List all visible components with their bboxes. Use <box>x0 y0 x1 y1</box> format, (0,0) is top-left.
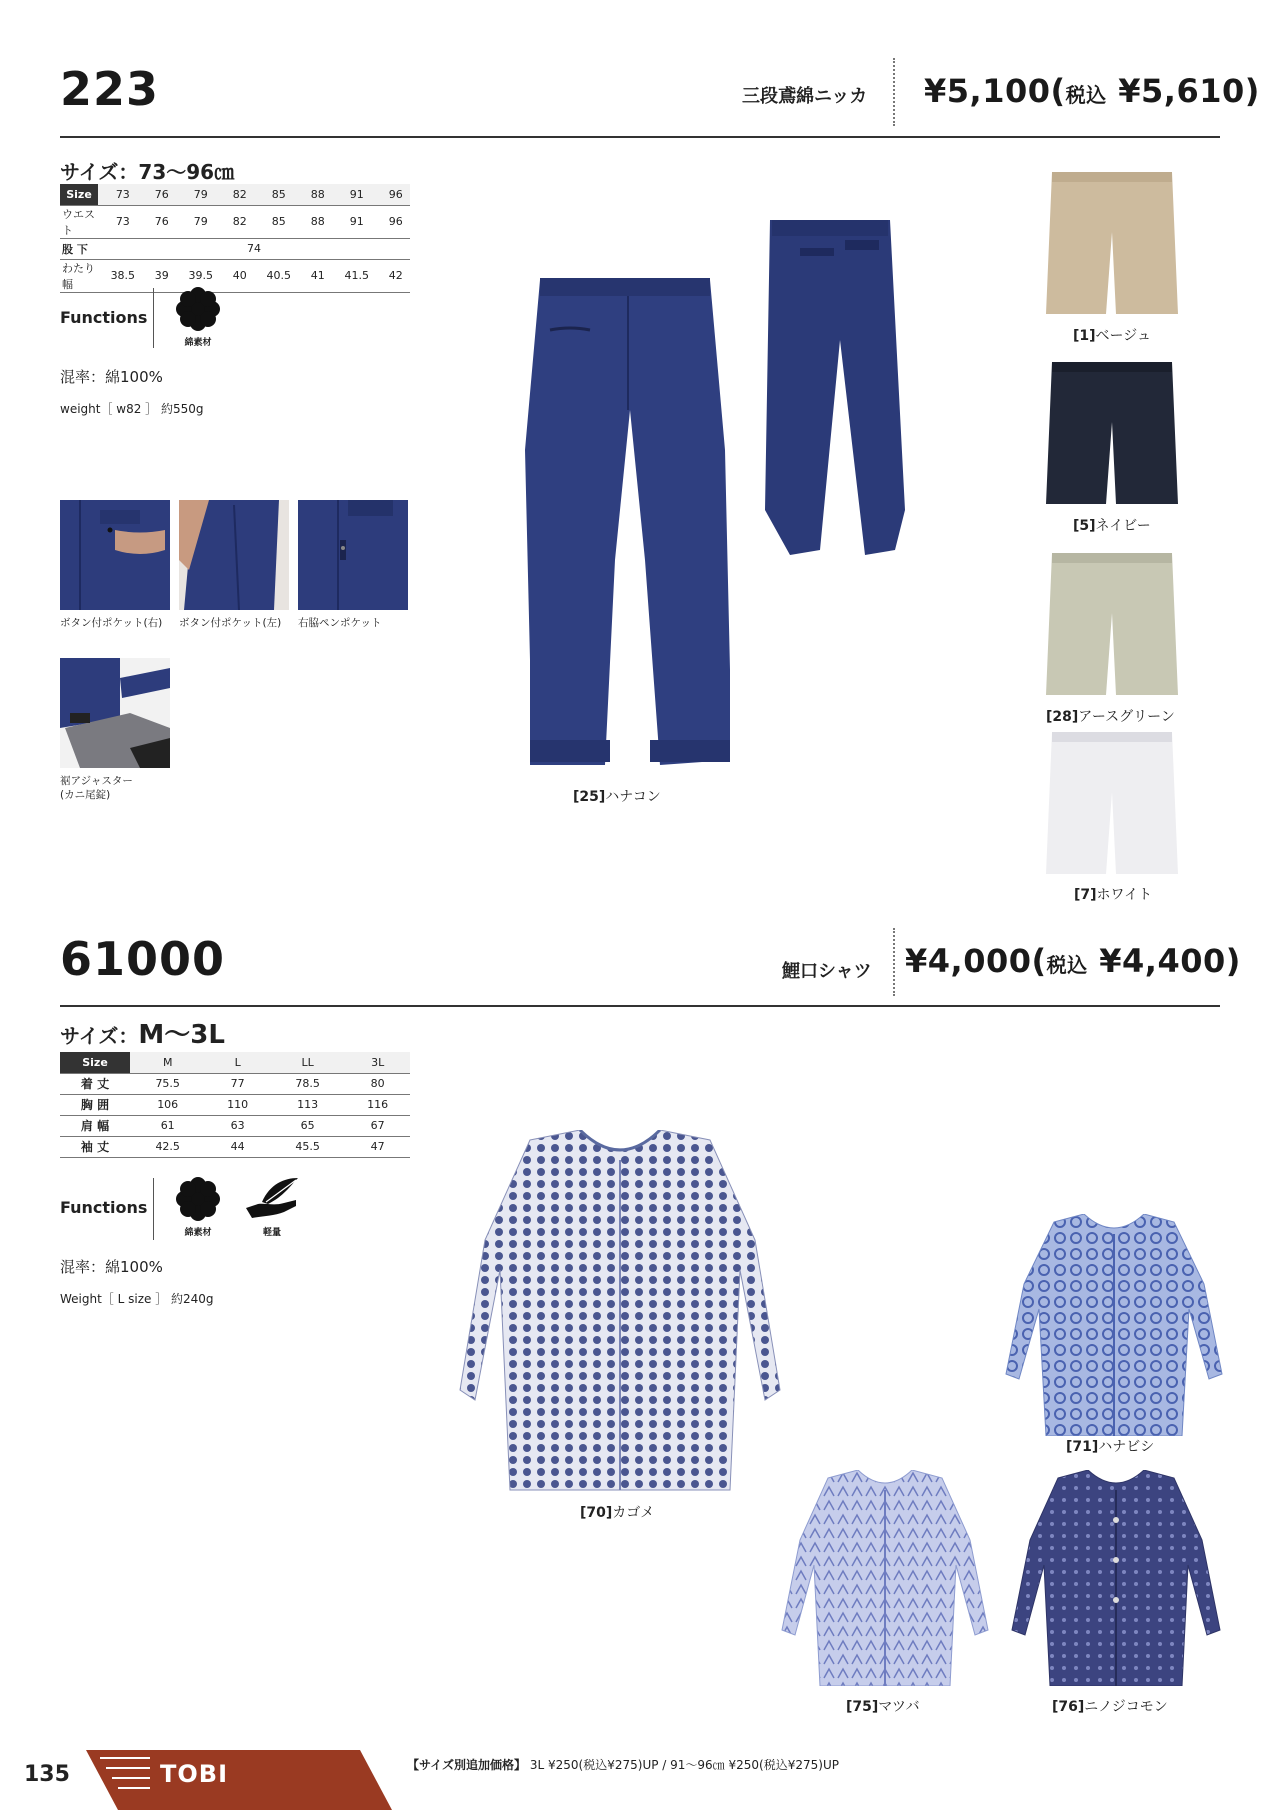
product-name: 鯉口シャツ <box>782 961 872 982</box>
size-header-cell: Size <box>60 184 98 205</box>
functions-divider <box>153 288 154 348</box>
color-caption <box>1073 515 1151 535</box>
cotton-flower-icon <box>175 1176 221 1222</box>
size-header-row <box>60 184 410 205</box>
table-cell: 85 <box>254 205 304 238</box>
product-price: ¥5,100(税込 ¥5,610) <box>924 72 1260 110</box>
size-table <box>60 1052 410 1158</box>
table-row <box>60 1136 410 1157</box>
table-cell: 106 <box>130 1094 205 1115</box>
price-value: ¥5,100 <box>924 72 1051 110</box>
size-surcharge-note <box>407 1756 839 1773</box>
main-color-caption <box>573 786 661 806</box>
size-header-cell: LL <box>270 1052 345 1073</box>
header-rule <box>60 136 1220 138</box>
row-label: 袖 丈 <box>60 1136 130 1157</box>
table-row <box>60 238 410 259</box>
size-header-cell: M <box>130 1052 205 1073</box>
detail-photo-hem-adjuster <box>60 658 170 768</box>
table-cell: 67 <box>345 1115 410 1136</box>
color-name: ネイビー <box>1095 518 1151 534</box>
header-rule <box>60 1005 1220 1007</box>
table-cell: 79 <box>176 205 226 238</box>
product-model-number: 61000 <box>60 932 226 986</box>
table-row <box>60 205 410 238</box>
color-swatch-photo <box>1046 732 1178 874</box>
row-label: 肩 幅 <box>60 1115 130 1136</box>
size-header-cell: 76 <box>148 184 176 205</box>
color-name: ベージュ <box>1095 328 1151 344</box>
functions-label: Functions <box>60 308 148 327</box>
color-caption <box>1052 1696 1168 1716</box>
detail-caption: ボタン付ポケット(右) <box>60 617 163 629</box>
size-table <box>60 184 410 293</box>
table-row <box>60 1115 410 1136</box>
size-title <box>60 1014 225 1051</box>
main-product-photo-pants <box>510 210 910 780</box>
size-title-range: M〜3L <box>138 1020 225 1050</box>
detail-caption: ボタン付ポケット(左) <box>179 617 282 629</box>
table-cell: 39.5 <box>176 259 226 292</box>
color-code: [28] <box>1046 709 1079 725</box>
color-caption <box>846 1696 920 1716</box>
product-model-number: 223 <box>60 62 160 116</box>
color-name: カゴメ <box>612 1505 655 1521</box>
color-code: [76] <box>1052 1699 1085 1715</box>
color-caption <box>1066 1436 1154 1456</box>
color-swatch-photo <box>1010 1470 1222 1686</box>
product-weight: weight［ w82 ］ 約550g <box>60 402 204 416</box>
color-name: ハナビシ <box>1098 1439 1155 1455</box>
detail-photo-pocket-left <box>179 500 289 610</box>
size-header-cell: 88 <box>304 184 332 205</box>
row-label: わたり幅 <box>60 259 98 292</box>
table-cell: 61 <box>130 1115 205 1136</box>
row-label: 股 下 <box>60 238 98 259</box>
color-swatch-photo <box>1046 172 1178 314</box>
color-code: [25] <box>573 789 606 805</box>
table-cell: 113 <box>270 1094 345 1115</box>
table-cell: 116 <box>345 1094 410 1115</box>
table-cell: 76 <box>148 205 176 238</box>
table-cell: 42.5 <box>130 1136 205 1157</box>
table-cell: 65 <box>270 1115 345 1136</box>
color-caption <box>1046 706 1175 726</box>
table-cell: 75.5 <box>130 1073 205 1094</box>
table-row <box>60 259 410 292</box>
color-swatch-photo <box>780 1470 990 1686</box>
detail-caption: 裾アジャスター (カニ尾錠) <box>60 775 133 802</box>
color-caption <box>580 1502 654 1522</box>
color-name: マツバ <box>878 1699 920 1715</box>
color-swatch-photo <box>1004 1214 1224 1436</box>
table-row <box>60 1073 410 1094</box>
color-code: [70] <box>580 1505 613 1521</box>
badge-label: 綿素材 <box>184 1228 212 1238</box>
table-cell: 47 <box>345 1136 410 1157</box>
size-header-cell: 82 <box>226 184 254 205</box>
color-name: ハナコン <box>605 789 661 805</box>
color-name: アースグリーン <box>1078 709 1175 725</box>
table-cell: 42 <box>382 259 410 292</box>
color-code: [5] <box>1073 518 1096 534</box>
table-cell: 40.5 <box>254 259 304 292</box>
table-cell: 77 <box>205 1073 270 1094</box>
function-badge-cotton <box>170 286 226 348</box>
tax-label: 税込 <box>1046 953 1088 977</box>
table-cell: 73 <box>98 205 148 238</box>
size-title-prefix: サイズ： <box>60 1024 139 1048</box>
table-cell: 63 <box>205 1115 270 1136</box>
size-header-cell: Size <box>60 1052 130 1073</box>
color-code: [71] <box>1066 1439 1099 1455</box>
table-cell: 80 <box>345 1073 410 1094</box>
size-header-cell: 96 <box>382 184 410 205</box>
color-caption <box>1074 884 1152 904</box>
detail-photo-pen-pocket <box>298 500 408 610</box>
detail-caption: 右脇ペンポケット <box>298 617 382 629</box>
product-price: ¥4,000(税込 ¥4,400) <box>905 942 1241 980</box>
table-cell: 41.5 <box>332 259 382 292</box>
material-composition: 混率：綿100% <box>60 1258 163 1276</box>
price-value: ¥4,000 <box>905 942 1032 980</box>
color-swatch-photo <box>1046 362 1178 504</box>
badge-label: 軽量 <box>262 1228 281 1238</box>
section-name: TOBI <box>160 1760 228 1788</box>
surcharge-text: 3L ¥250(税込¥275)UP / 91〜96㎝ ¥250(税込¥275)UP <box>529 1758 839 1772</box>
cotton-flower-icon <box>175 286 221 332</box>
header-separator <box>893 928 895 996</box>
color-code: [1] <box>1073 328 1096 344</box>
pants-front-view <box>525 278 730 765</box>
size-header-cell: 3L <box>345 1052 410 1073</box>
functions-label: Functions <box>60 1198 148 1217</box>
table-cell: 74 <box>98 238 410 259</box>
table-cell: 88 <box>304 205 332 238</box>
main-product-photo-shirt <box>450 1130 790 1495</box>
color-caption <box>1073 325 1151 345</box>
feather-hand-icon <box>244 1176 300 1222</box>
size-header-cell: L <box>205 1052 270 1073</box>
size-header-cell: 79 <box>176 184 226 205</box>
detail-photo-pocket-right <box>60 500 170 610</box>
surcharge-label: 【サイズ別追加価格】 <box>407 1758 527 1772</box>
table-cell: 41 <box>304 259 332 292</box>
size-title: サイズ：73〜96㎝ <box>60 160 235 184</box>
table-cell: 82 <box>226 205 254 238</box>
function-badge-lightweight <box>242 1176 302 1238</box>
table-cell: 78.5 <box>270 1073 345 1094</box>
color-swatch-photo <box>1046 553 1178 695</box>
pants-back-view <box>765 220 905 555</box>
row-label: 胸 囲 <box>60 1094 130 1115</box>
table-cell: 44 <box>205 1136 270 1157</box>
row-label: 着 丈 <box>60 1073 130 1094</box>
table-cell: 91 <box>332 205 382 238</box>
table-cell: 38.5 <box>98 259 148 292</box>
product-name: 三段鳶綿ニッカ <box>742 86 868 107</box>
size-header-cell: 91 <box>332 184 382 205</box>
color-name: ホワイト <box>1096 887 1153 903</box>
page-number: 135 <box>24 1762 70 1787</box>
size-header-row <box>60 1052 410 1073</box>
tax-label: 税込 <box>1065 83 1107 107</box>
functions-divider <box>153 1178 154 1240</box>
table-row <box>60 1094 410 1115</box>
product-weight: Weight［ L size ］ 約240g <box>60 1292 214 1306</box>
color-name: ニノジコモン <box>1084 1699 1168 1715</box>
table-cell: 96 <box>382 205 410 238</box>
row-label: ウエスト <box>60 205 98 238</box>
size-header-cell: 85 <box>254 184 304 205</box>
material-composition: 混率：綿100% <box>60 368 163 386</box>
tax-price-value: ¥5,610 <box>1118 72 1245 110</box>
function-badge-cotton <box>170 1176 226 1238</box>
table-cell: 39 <box>148 259 176 292</box>
size-header-cell: 73 <box>98 184 148 205</box>
color-code: [75] <box>846 1699 879 1715</box>
tax-price-value: ¥4,400 <box>1099 942 1226 980</box>
table-cell: 45.5 <box>270 1136 345 1157</box>
table-cell: 110 <box>205 1094 270 1115</box>
table-cell: 40 <box>226 259 254 292</box>
badge-label: 綿素材 <box>184 338 212 348</box>
header-separator <box>893 58 895 126</box>
color-code: [7] <box>1074 887 1097 903</box>
